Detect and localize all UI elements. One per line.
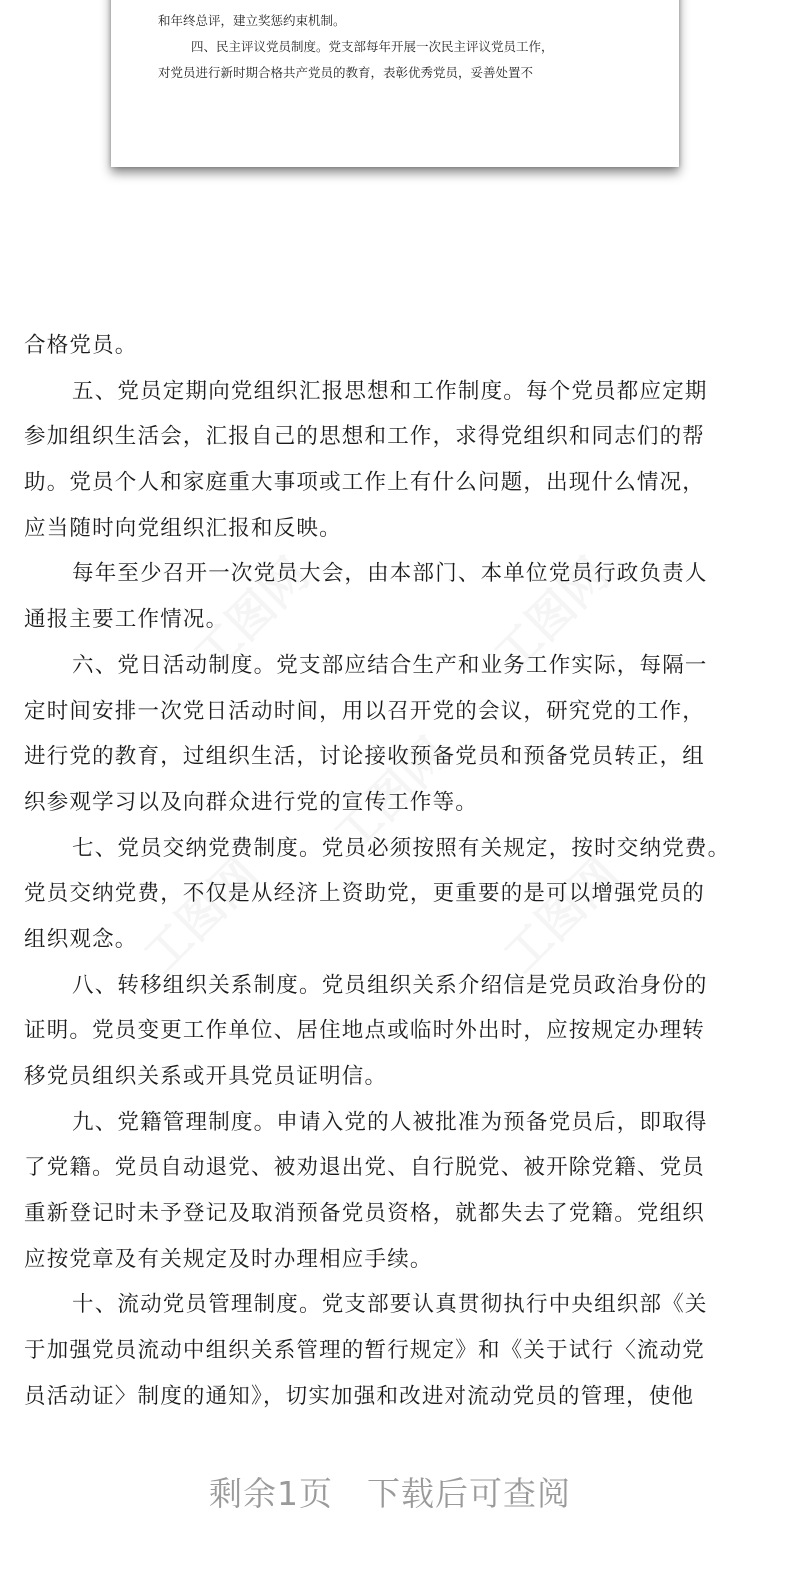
watermark: 工图网: [183, 547, 320, 684]
paragraph-line: 九、党籍管理制度。申请入党的人被批准为预备党员后，即取得: [72, 1109, 708, 1135]
download-hint-label: 下载后可查阅: [367, 1474, 571, 1513]
preview-text-block: [158, 8, 638, 86]
preview-line: 对党员进行新时期合格共产党员的教育，表彰优秀党员，妥善处置不: [158, 65, 534, 80]
paragraph-line: 六、党日活动制度。党支部应结合生产和业务工作实际，每隔一: [72, 652, 708, 678]
watermark: 工图网: [133, 847, 270, 984]
paragraph-line: 于加强党员流动中组织关系管理的暂行规定》和《关于试行〈流动党: [24, 1338, 706, 1364]
paragraph-line: 进行党的教育，过组织生活，讨论接收预备党员和预备党员转正，组: [24, 744, 706, 770]
preview-line: 四、民主评议党员制度。党支部每年开展一次民主评议党员工作，: [191, 39, 554, 54]
watermark: 工图网: [493, 847, 630, 984]
paragraph-line: 党员交纳党费，不仅是从经济上资助党，更重要的是可以增强党员的: [24, 881, 706, 907]
paragraph-line: 织参观学习以及向群众进行党的宣传工作等。: [24, 789, 479, 815]
paragraph-line: 五、党员定期向党组织汇报思想和工作制度。每个党员都应定期: [72, 378, 708, 404]
paragraph-line: 员活动证〉制度的通知》，切实加强和改进对流动党员的管理，使他: [24, 1383, 695, 1409]
watermark: 工图网: [323, 727, 460, 864]
paragraph-line: 了党籍。党员自动退党、被劝退出党、自行脱党、被开除党籍、党员: [24, 1155, 706, 1181]
document-body: [24, 323, 784, 1420]
paragraph-line: 证明。党员变更工作单位、居住地点或临时外出时，应按规定办理转: [24, 1018, 706, 1044]
paragraph-line: 应当随时向党组织汇报和反映。: [24, 515, 342, 541]
remaining-pages-label: 剩余1页: [209, 1474, 333, 1513]
paragraph-line: 合格党员。: [24, 333, 138, 358]
paragraph-line: 助。党员个人和家庭重大事项或工作上有什么问题，出现什么情况，: [24, 470, 706, 496]
paragraph-line: 每年至少召开一次党员大会，由本部门、本单位党员行政负责人: [72, 561, 708, 587]
paragraph-line: 重新登记时未予登记及取消预备党员资格，就都失去了党籍。党组织: [24, 1201, 706, 1227]
document-preview-card: [111, 0, 679, 167]
paragraph-line: 通报主要工作情况。: [24, 607, 229, 633]
paragraph-line: 八、转移组织关系制度。党员组织关系介绍信是党员政治身份的: [72, 972, 708, 998]
paragraph-line: 应按党章及有关规定及时办理相应手续。: [24, 1246, 433, 1272]
paragraph-line: 参加组织生活会，汇报自己的思想和工作，求得党组织和同志们的帮: [24, 424, 706, 450]
watermark: 工图网: [483, 547, 620, 684]
paragraph-line: 移党员组织关系或开具党员证明信。: [24, 1064, 388, 1089]
download-to-view-button[interactable]: [0, 1468, 780, 1515]
preview-line: 和年终总评，建立奖惩约束机制。: [158, 13, 346, 28]
paragraph-line: 七、党员交纳党费制度。党员必须按照有关规定，按时交纳党费。: [72, 835, 731, 861]
paragraph-line: 组织观念。: [24, 926, 138, 952]
paragraph-line: 十、流动党员管理制度。党支部要认真贯彻执行中央组织部《关: [72, 1292, 708, 1318]
paragraph-line: 定时间安排一次党日活动时间，用以召开党的会议，研究党的工作，: [24, 698, 706, 724]
